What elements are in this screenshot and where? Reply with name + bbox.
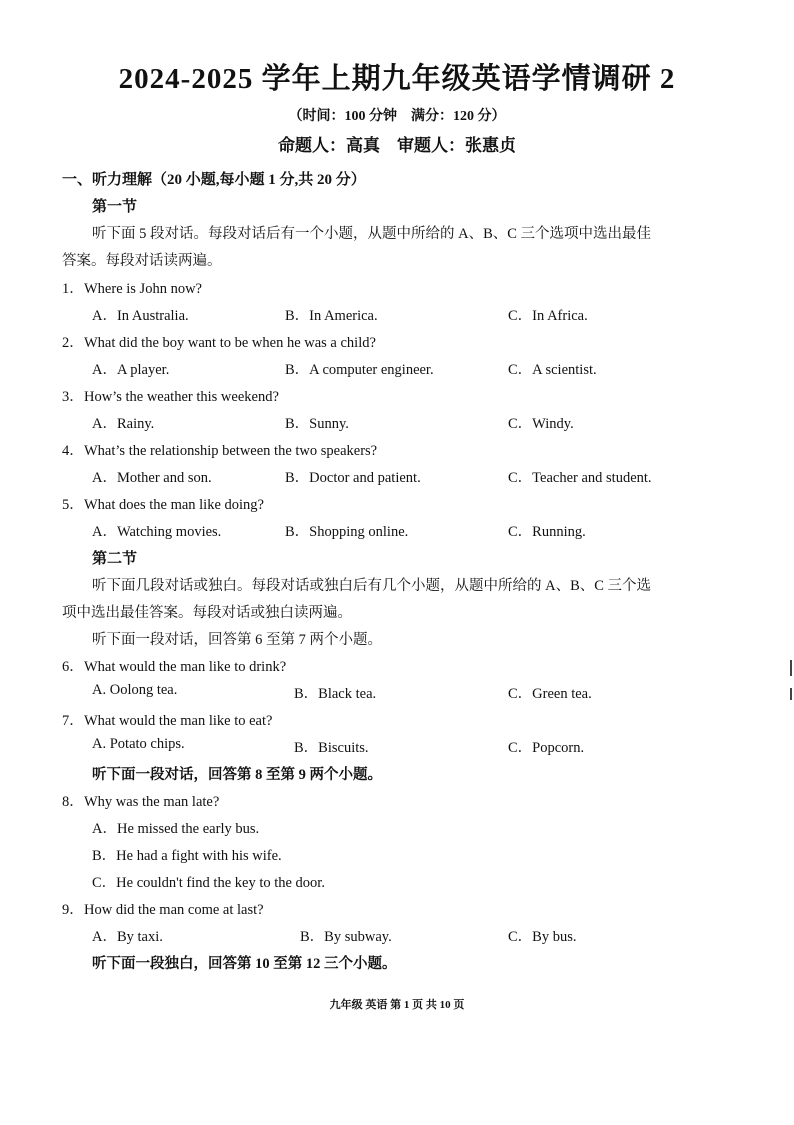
question-text: What’s the relationship between the two speakers? [84, 443, 378, 459]
option-b: B．Sunny. [285, 416, 349, 432]
instruction-text: 听下面几段对话或独白。每段对话或独白后有几个小题，从题中所给的 A、B、C 三个选 [92, 578, 652, 594]
instruction-text: 答案。每段对话读两遍。 [62, 253, 222, 269]
question-text: What does the man like doing? [84, 497, 264, 513]
option-a: A．A player. [92, 362, 170, 378]
option-a: A．Rainy. [92, 416, 155, 432]
option-c: C．Teacher and student. [508, 470, 652, 486]
question-number: 4． [62, 443, 84, 459]
question-text: What would the man like to drink? [84, 659, 287, 675]
option-a: A. Potato chips. [92, 736, 185, 752]
option-b: B．In America. [285, 308, 378, 324]
option-a: A．Mother and son. [92, 470, 212, 486]
question-text: Why was the man late? [84, 794, 220, 810]
option-c: C．Windy. [508, 416, 574, 432]
question-number: 9． [62, 902, 84, 918]
option-a: A．By taxi. [92, 929, 163, 945]
question-stem [62, 331, 376, 352]
section-label: 第一节 [92, 199, 138, 215]
question-number: 5． [62, 497, 84, 513]
option-b: B．He had a fight with his wife. [92, 848, 282, 864]
option-c: C．Green tea. [508, 686, 592, 702]
question-stem [62, 439, 377, 460]
dialog-intro: 听下面一段对话，回答第 6 至第 7 两个小题。 [92, 632, 382, 648]
question-number: 8． [62, 794, 84, 810]
authors-line: 命题人：高真 审题人：张惠贞 [278, 136, 516, 155]
option-c: C．He couldn't find the key to the door. [92, 875, 325, 891]
option-a: A．He missed the early bus. [92, 821, 260, 837]
section-label: 第二节 [92, 551, 138, 567]
option-b: B．By subway. [300, 929, 392, 945]
part-heading: 一、听力理解（20 小题,每小题 1 分,共 20 分） [62, 172, 366, 188]
question-number: 1． [62, 281, 84, 297]
monologue-intro: 听下面一段独白，回答第 10 至第 12 三个小题。 [92, 956, 397, 972]
question-text: What would the man like to eat? [84, 713, 273, 729]
question-stem [62, 709, 272, 730]
question-text: Where is John now? [84, 281, 202, 297]
option-c: C．In Africa. [508, 308, 588, 324]
instruction-text: 项中选出最佳答案。每段对话或独白读两遍。 [62, 605, 352, 621]
question-text: What did the boy want to be when he was a child? [84, 335, 376, 351]
exam-info: （时间：100 分钟 满分：120 分） [288, 109, 506, 124]
option-a: A．In Australia. [92, 308, 189, 324]
question-stem [62, 790, 219, 811]
option-b: B．Biscuits. [294, 740, 369, 756]
page-title: 2024-2025 学年上期九年级英语学情调研 2 [118, 63, 676, 95]
scan-edge-mark [790, 688, 792, 700]
question-stem [62, 655, 286, 676]
question-text: How did the man come at last? [84, 902, 264, 918]
instruction-text: 听下面 5 段对话。每段对话后有一个小题，从题中所给的 A、B、C 三个选项中选出最佳 [92, 226, 652, 242]
question-stem [62, 277, 202, 298]
dialog-intro: 听下面一段对话，回答第 8 至第 9 两个小题。 [92, 767, 382, 783]
option-b: B．Black tea. [294, 686, 377, 702]
option-b: B．Shopping online. [285, 524, 409, 540]
option-b: B．A computer engineer. [285, 362, 434, 378]
question-text: How’s the weather this weekend? [84, 389, 279, 405]
option-c: C．A scientist. [508, 362, 597, 378]
option-c: C．By bus. [508, 929, 577, 945]
option-a: A．Watching movies. [92, 524, 222, 540]
page-footer: 九年级 英语 第 1 页 共 10 页 [329, 999, 465, 1011]
question-number: 2． [62, 335, 84, 351]
scan-edge-mark [790, 660, 792, 676]
question-number: 3． [62, 389, 84, 405]
question-number: 7． [62, 713, 84, 729]
question-stem [62, 385, 279, 406]
question-stem [62, 493, 264, 514]
option-a: A. Oolong tea. [92, 682, 178, 698]
question-number: 6． [62, 659, 84, 675]
option-c: C．Popcorn. [508, 740, 585, 756]
option-c: C．Running. [508, 524, 586, 540]
question-stem [62, 898, 264, 919]
option-b: B．Doctor and patient. [285, 470, 421, 486]
